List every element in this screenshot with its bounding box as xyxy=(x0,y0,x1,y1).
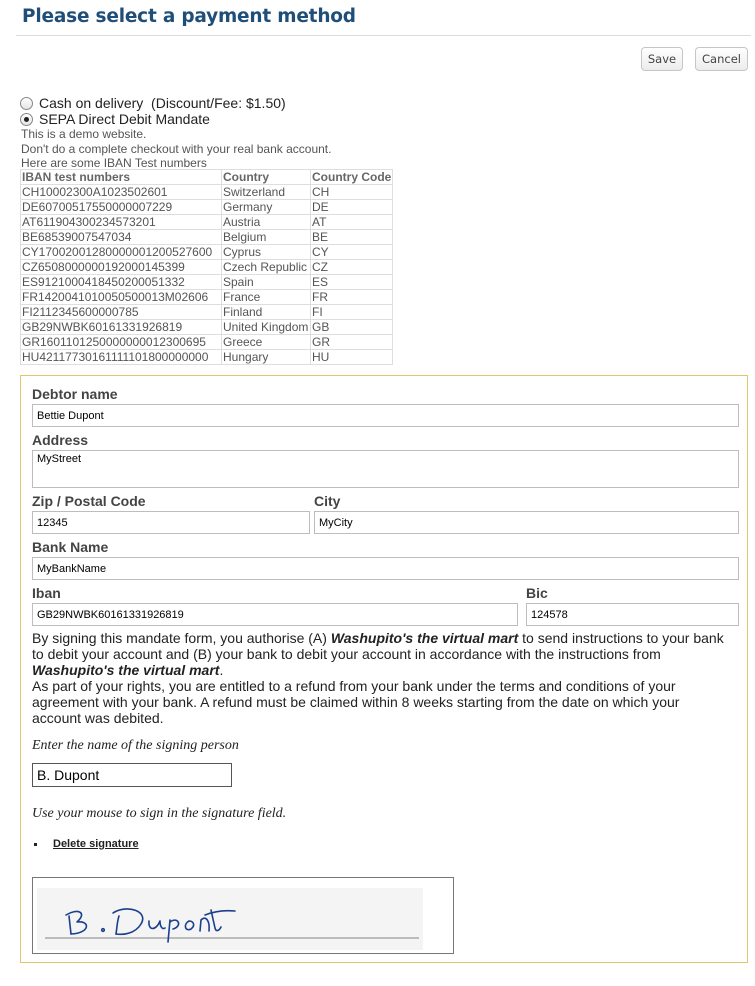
demo-note-line: Don't do a complete checkout with your real bank account. xyxy=(21,141,332,156)
list-bullet xyxy=(34,843,37,846)
iban-cell: GB29NWBK60161331926819 xyxy=(21,320,222,335)
iban-cell: GR1601101250000000012300695 xyxy=(21,335,222,350)
mandate-text-part: By signing this mandate form, you authorise (A) xyxy=(32,630,331,646)
iban-cell: FR1420041010050500013M02606 xyxy=(21,290,222,305)
zip-label: Zip / Postal Code xyxy=(32,493,146,509)
country-cell: France xyxy=(222,290,311,305)
handwritten-signature xyxy=(33,878,453,953)
sepa-radio[interactable] xyxy=(20,113,33,126)
table-row xyxy=(21,335,393,350)
cancel-button[interactable]: Cancel xyxy=(695,47,748,71)
country-column-header: Country xyxy=(222,170,311,185)
cash-label: Cash on delivery (Discount/Fee: $1.50) xyxy=(39,95,286,111)
country-cell: Finland xyxy=(222,305,311,320)
cash-radio[interactable] xyxy=(20,97,33,110)
country-cell: Spain xyxy=(222,275,311,290)
merchant-name: Washupito's the virtual mart xyxy=(330,630,519,646)
table-row xyxy=(21,305,393,320)
country-code-cell: AT xyxy=(311,215,393,230)
iban-cell: CH10002300A1023502601 xyxy=(21,185,222,200)
signature-instruction: Use your mouse to sign in the signature field. xyxy=(32,806,287,821)
signer-name-field[interactable] xyxy=(32,763,232,787)
country-cell: Greece xyxy=(222,335,311,350)
table-row xyxy=(21,200,393,215)
country-code-cell: DE xyxy=(311,200,393,215)
address-label: Address xyxy=(32,432,89,448)
iban-label: Iban xyxy=(32,585,61,601)
debtor-name-label: Debtor name xyxy=(32,386,118,402)
country-cell: Belgium xyxy=(222,230,311,245)
mandate-paragraph xyxy=(32,630,732,678)
table-row xyxy=(21,245,393,260)
debtor-name-field[interactable] xyxy=(32,404,739,427)
table-row xyxy=(21,185,393,200)
bank-name-label: Bank Name xyxy=(32,539,109,555)
address-field[interactable]: MyStreet xyxy=(32,450,739,488)
country-cell: Austria xyxy=(222,215,311,230)
demo-note-line: This is a demo website. xyxy=(21,127,147,141)
demo-note xyxy=(21,127,331,171)
iban-cell: CZ6508000000192000145399 xyxy=(21,260,222,275)
payment-option-sepa[interactable] xyxy=(20,111,210,127)
table-row xyxy=(21,290,393,305)
country-code-cell: CH xyxy=(311,185,393,200)
demo-note-line: Here are some IBAN Test numbers xyxy=(21,156,207,170)
country-code-cell: HU xyxy=(311,350,393,365)
mandate-text-part: to send instructions to your bank to debit your account and (B) your bank to debit your account in accordance with the instructions from xyxy=(32,630,724,662)
country-cell: Hungary xyxy=(222,350,311,365)
country-code-cell: GB xyxy=(311,320,393,335)
zip-field[interactable] xyxy=(32,511,310,534)
iban-table-header-row xyxy=(21,170,393,185)
iban-cell: CY17002001280000001200527600 xyxy=(21,245,222,260)
iban-cell: HU42117730161111101800000000 xyxy=(21,350,222,365)
table-row xyxy=(21,350,393,365)
table-row xyxy=(21,275,393,290)
country-cell: Czech Republic xyxy=(222,260,311,275)
country-cell: Switzerland xyxy=(222,185,311,200)
signature-pad[interactable] xyxy=(32,877,454,954)
table-row xyxy=(21,320,393,335)
iban-cell: BE68539007547034 xyxy=(21,230,222,245)
country-cell: Cyprus xyxy=(222,245,311,260)
bic-field[interactable] xyxy=(526,603,739,626)
bank-name-field[interactable] xyxy=(32,557,739,580)
iban-test-table xyxy=(20,169,393,365)
table-row xyxy=(21,230,393,245)
country-code-cell: FR xyxy=(311,290,393,305)
city-label: City xyxy=(314,493,341,509)
iban-field[interactable] xyxy=(32,603,518,626)
country-code-cell: CY xyxy=(311,245,393,260)
country-code-cell: BE xyxy=(311,230,393,245)
merchant-name: Washupito's the virtual mart xyxy=(32,662,220,678)
save-button[interactable]: Save xyxy=(641,47,683,71)
page-title: Please select a payment method xyxy=(22,6,356,27)
refund-paragraph: As part of your rights, you are entitled to a refund from your bank under the terms and conditions of your agreement with your bank. A refund must be claimed within 8 weeks starting from the date on which your account was debited. xyxy=(32,678,680,726)
mandate-text xyxy=(32,630,732,726)
country-code-cell: GR xyxy=(311,335,393,350)
title-divider xyxy=(16,35,751,36)
iban-column-header: IBAN test numbers xyxy=(21,170,222,185)
sepa-label: SEPA Direct Debit Mandate xyxy=(39,111,210,127)
iban-cell: AT611904300234573201 xyxy=(21,215,222,230)
iban-cell: ES9121000418450200051332 xyxy=(21,275,222,290)
country-cell: United Kingdom xyxy=(222,320,311,335)
city-field[interactable] xyxy=(314,511,739,534)
iban-cell: FI2112345600000785 xyxy=(21,305,222,320)
country-code-cell: ES xyxy=(311,275,393,290)
bic-label: Bic xyxy=(526,585,548,601)
country-code-cell: CZ xyxy=(311,260,393,275)
country-cell: Germany xyxy=(222,200,311,215)
table-row xyxy=(21,260,393,275)
payment-option-cash[interactable] xyxy=(20,95,286,111)
country-code-column-header: Country Code xyxy=(312,170,392,184)
iban-cell: DE60700517550000007229 xyxy=(21,200,222,215)
table-row xyxy=(21,215,393,230)
delete-signature-link[interactable]: Delete signature xyxy=(53,838,139,850)
mandate-text-part: . xyxy=(219,662,224,678)
signer-name-prompt: Enter the name of the signing person xyxy=(32,738,239,753)
country-code-cell: FI xyxy=(311,305,393,320)
